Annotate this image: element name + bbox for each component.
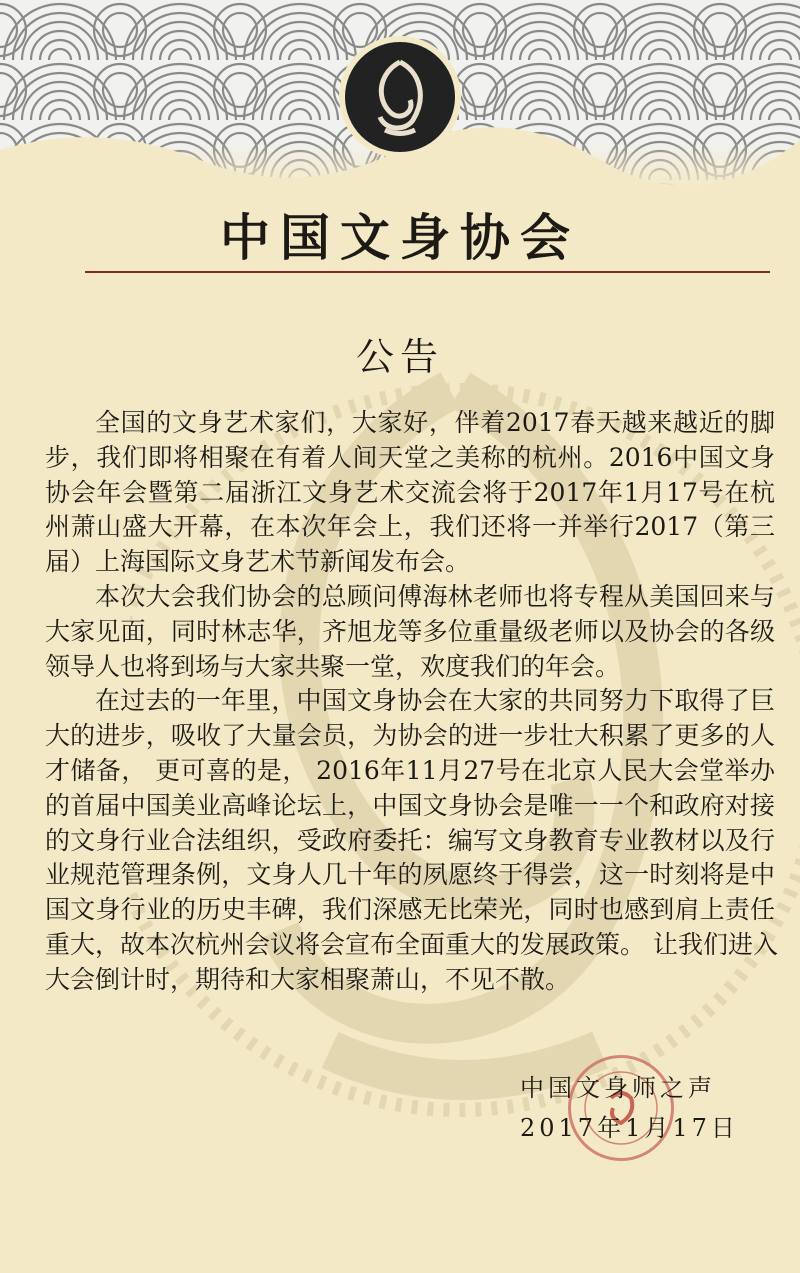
paragraph-line: 全国的文身艺术家们，大家好，伴着2017春天越来越近的脚 [95, 408, 775, 437]
paragraph-line: 步，我们即将相聚在有着人间天堂之美称的杭州。2016中国文身 [45, 442, 775, 472]
paragraph-line: 才储备， 更可喜的是， 2016年11月27号在北京人民大会堂举办 [45, 755, 775, 785]
signature-block [520, 1068, 739, 1148]
paragraph-line: 领导人也将到场与大家共聚一堂，欢度我们的年会。 [45, 651, 621, 681]
paragraph-line: 国文身行业的历史丰碑，我们深感无比荣光，同时也感到肩上责任 [45, 895, 775, 925]
paragraph-line: 重大，故本次杭州会议将会宣布全面重大的发展政策。 让我们进入 [45, 929, 778, 959]
association-logo [345, 42, 455, 152]
paragraph-line: 在过去的一年里，中国文身协会在大家的共同努力下取得了巨 [95, 686, 775, 716]
paragraph-line: 大家见面，同时林志华，齐旭龙等多位重量级老师以及协会的各级 [45, 616, 775, 646]
paragraph-line: 业规范管理条例，文身人几十年的夙愿终于得尝，这一时刻将是中 [45, 860, 775, 890]
signature-date: 2017年1月17日 [520, 1114, 739, 1142]
notice-heading: 公告 [355, 335, 444, 379]
paragraph-line: 大会倒计时，期待和大家相聚萧山，不见不散。 [45, 964, 571, 994]
organization-title: 中国文身协会 [220, 209, 580, 267]
paragraph-line: 届）上海国际文身艺术节新闻发布会。 [45, 547, 471, 577]
signature-org: 中国文身师之声 [520, 1074, 716, 1102]
paragraph-line: 州萧山盛大开幕，在本次年会上，我们还将一并举行2017（第三 [45, 512, 775, 542]
paragraph-line: 大的进步，吸收了大量会员，为协会的进一步壮大积累了更多的人 [45, 721, 775, 751]
notice-body [45, 406, 778, 998]
paragraph-line: 协会年会暨第二届浙江文身艺术交流会将于2017年1月17号在杭 [45, 477, 775, 507]
paragraph-line: 的首届中国美业高峰论坛上，中国文身协会是唯一一个和政府对接 [45, 790, 775, 820]
title-divider [85, 271, 770, 273]
paragraph-line: 的文身行业合法组织，受政府委托：编写文身教育专业教材以及行 [45, 825, 775, 855]
paragraph-line: 本次大会我们协会的总顾问傅海林老师也将专程从美国回来与 [95, 581, 775, 611]
